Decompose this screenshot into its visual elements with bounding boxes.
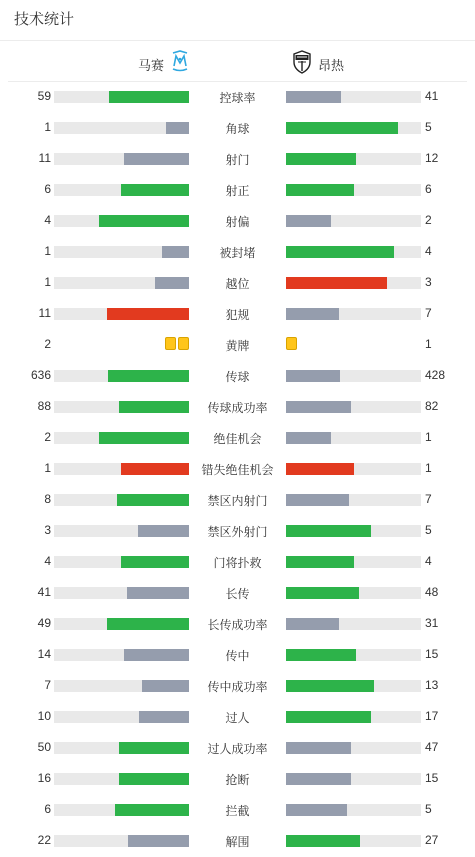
away-bar-fill bbox=[286, 680, 374, 692]
away-bar-fill bbox=[286, 804, 347, 816]
away-value: 13 bbox=[425, 678, 439, 692]
home-value: 16 bbox=[37, 771, 51, 785]
home-value: 7 bbox=[44, 678, 51, 692]
stats-list bbox=[0, 81, 475, 856]
away-bar-track bbox=[286, 277, 421, 289]
away-value: 428 bbox=[425, 368, 446, 382]
stat-row bbox=[0, 236, 475, 267]
away-bar-track bbox=[286, 556, 421, 568]
home-bar-fill bbox=[107, 618, 189, 630]
stat-label: 犯规 bbox=[225, 308, 250, 322]
home-value: 11 bbox=[38, 306, 51, 320]
stat-row bbox=[0, 422, 475, 453]
away-bar-track bbox=[286, 618, 421, 630]
away-team-name: 昂热 bbox=[318, 58, 345, 73]
home-value: 50 bbox=[37, 740, 51, 754]
home-value: 41 bbox=[37, 585, 51, 599]
away-value: 15 bbox=[425, 771, 439, 785]
away-bar-track bbox=[286, 680, 421, 692]
away-bar-fill bbox=[286, 742, 351, 754]
stat-label: 越位 bbox=[225, 277, 250, 291]
stat-label: 禁区内射门 bbox=[207, 494, 268, 508]
away-value: 15 bbox=[425, 647, 439, 661]
stat-row bbox=[0, 670, 475, 701]
home-bar-track bbox=[54, 742, 189, 754]
stat-row bbox=[0, 143, 475, 174]
stat-row bbox=[0, 329, 475, 360]
home-bar-track bbox=[54, 153, 189, 165]
page-title: 技术统计 bbox=[14, 11, 75, 28]
away-bar-track bbox=[286, 587, 421, 599]
stat-row bbox=[0, 453, 475, 484]
home-bar-track bbox=[54, 246, 189, 258]
home-bar-fill bbox=[115, 804, 189, 816]
stat-label: 错失绝佳机会 bbox=[201, 463, 274, 477]
stat-row bbox=[0, 267, 475, 298]
away-bar-track bbox=[286, 494, 421, 506]
home-value: 6 bbox=[44, 182, 51, 196]
home-value: 14 bbox=[37, 647, 51, 661]
home-bar-track bbox=[54, 556, 189, 568]
home-bar-track bbox=[54, 277, 189, 289]
stat-label: 过人成功率 bbox=[207, 742, 268, 756]
home-bar-fill bbox=[108, 370, 189, 382]
stat-label: 传中 bbox=[225, 649, 250, 663]
home-bar-track bbox=[54, 215, 189, 227]
away-bar-fill bbox=[286, 618, 339, 630]
away-value: 1 bbox=[425, 461, 432, 475]
away-bar-fill bbox=[286, 308, 339, 320]
home-bar-fill bbox=[121, 556, 189, 568]
home-value: 8 bbox=[44, 492, 51, 506]
away-bar-fill bbox=[286, 556, 354, 568]
away-team[interactable] bbox=[292, 50, 344, 79]
stat-row bbox=[0, 825, 475, 856]
away-bar-fill bbox=[286, 525, 371, 537]
home-bar-track bbox=[54, 525, 189, 537]
away-value: 17 bbox=[425, 709, 439, 723]
away-value: 5 bbox=[425, 120, 432, 134]
stat-label: 黄牌 bbox=[225, 339, 250, 353]
stat-row bbox=[0, 205, 475, 236]
away-bar-fill bbox=[286, 494, 349, 506]
home-bar-fill bbox=[99, 215, 189, 227]
home-value: 2 bbox=[44, 337, 51, 351]
stat-label: 抢断 bbox=[225, 773, 250, 787]
home-bar-fill bbox=[139, 711, 189, 723]
stat-label: 绝佳机会 bbox=[213, 432, 262, 446]
away-bar-fill bbox=[286, 835, 360, 847]
home-bar-track bbox=[54, 463, 189, 475]
away-value: 3 bbox=[425, 275, 432, 289]
stat-row bbox=[0, 360, 475, 391]
away-bar-fill bbox=[286, 215, 331, 227]
away-value: 4 bbox=[425, 554, 432, 568]
away-value: 31 bbox=[425, 616, 439, 630]
away-bar-track bbox=[286, 370, 421, 382]
away-bar-fill bbox=[286, 711, 371, 723]
home-value: 6 bbox=[44, 802, 51, 816]
stat-label: 射偏 bbox=[225, 215, 250, 229]
home-bar-track bbox=[54, 680, 189, 692]
away-bar-fill bbox=[286, 773, 351, 785]
stat-label: 射门 bbox=[225, 153, 250, 167]
stat-row bbox=[0, 298, 475, 329]
home-bar-track bbox=[54, 122, 189, 134]
stat-row bbox=[0, 577, 475, 608]
away-bar-fill bbox=[286, 401, 351, 413]
home-bar-track bbox=[54, 494, 189, 506]
away-bar-track bbox=[286, 711, 421, 723]
stat-row bbox=[0, 174, 475, 205]
home-bar-fill bbox=[99, 432, 189, 444]
stat-row bbox=[0, 81, 475, 112]
away-bar-track bbox=[286, 742, 421, 754]
home-bar-fill bbox=[124, 153, 189, 165]
away-bar-fill bbox=[286, 370, 340, 382]
home-bar-track bbox=[54, 401, 189, 413]
home-bar-fill bbox=[166, 122, 189, 134]
away-value: 47 bbox=[425, 740, 439, 754]
away-bar-track bbox=[286, 91, 421, 103]
away-bar-fill bbox=[286, 587, 359, 599]
stat-label: 过人 bbox=[225, 711, 250, 725]
home-value: 1 bbox=[44, 275, 51, 289]
stat-label: 长传成功率 bbox=[207, 618, 268, 632]
home-bar-track bbox=[54, 432, 189, 444]
away-value: 7 bbox=[425, 306, 432, 320]
title-divider bbox=[0, 40, 475, 41]
stat-row bbox=[0, 794, 475, 825]
away-yellow-cards bbox=[286, 337, 297, 351]
home-bar-track bbox=[54, 835, 189, 847]
home-bar-track bbox=[54, 587, 189, 599]
away-value: 12 bbox=[425, 151, 439, 165]
away-bar-fill bbox=[286, 184, 354, 196]
stat-row bbox=[0, 391, 475, 422]
away-bar-track bbox=[286, 308, 421, 320]
away-bar-track bbox=[286, 804, 421, 816]
stat-label: 传中成功率 bbox=[207, 680, 268, 694]
stat-label: 控球率 bbox=[219, 91, 256, 105]
stat-row bbox=[0, 546, 475, 577]
home-value: 59 bbox=[37, 89, 51, 103]
yellow-card-icon bbox=[178, 337, 189, 350]
home-bar-track bbox=[54, 773, 189, 785]
stat-label: 禁区外射门 bbox=[207, 525, 268, 539]
home-bar-fill bbox=[109, 91, 189, 103]
stat-label: 门将扑救 bbox=[213, 556, 262, 570]
home-bar-fill bbox=[128, 835, 189, 847]
home-bar-fill bbox=[119, 742, 189, 754]
away-value: 1 bbox=[425, 430, 432, 444]
home-bar-fill bbox=[107, 308, 189, 320]
away-value: 27 bbox=[425, 833, 439, 847]
stat-label: 被封堵 bbox=[219, 246, 256, 260]
away-bar-track bbox=[286, 773, 421, 785]
away-bar-track bbox=[286, 432, 421, 444]
away-bar-track bbox=[286, 649, 421, 661]
home-bar-track bbox=[54, 308, 189, 320]
away-bar-fill bbox=[286, 432, 331, 444]
yellow-card-icon bbox=[286, 337, 297, 350]
home-value: 49 bbox=[37, 616, 51, 630]
away-value: 7 bbox=[425, 492, 432, 506]
home-value: 4 bbox=[44, 554, 51, 568]
away-bar-fill bbox=[286, 649, 356, 661]
stat-label: 传球成功率 bbox=[207, 401, 268, 415]
stat-label: 传球 bbox=[225, 370, 250, 384]
stat-row bbox=[0, 763, 475, 794]
away-value: 2 bbox=[425, 213, 432, 227]
home-bar-fill bbox=[124, 649, 189, 661]
home-bar-fill bbox=[121, 463, 189, 475]
stat-row bbox=[0, 732, 475, 763]
marseille-crest-icon bbox=[170, 50, 190, 79]
home-bar-fill bbox=[119, 773, 189, 785]
away-bar-fill bbox=[286, 277, 387, 289]
away-bar-fill bbox=[286, 122, 398, 134]
away-bar-track bbox=[286, 122, 421, 134]
away-bar-fill bbox=[286, 91, 341, 103]
stat-row bbox=[0, 112, 475, 143]
away-value: 4 bbox=[425, 244, 432, 258]
away-value: 82 bbox=[425, 399, 439, 413]
away-bar-track bbox=[286, 401, 421, 413]
away-value: 5 bbox=[425, 523, 432, 537]
home-bar-fill bbox=[127, 587, 189, 599]
stat-row bbox=[0, 701, 475, 732]
stat-label: 射正 bbox=[225, 184, 250, 198]
away-bar-track bbox=[286, 246, 421, 258]
away-bar-fill bbox=[286, 463, 354, 475]
home-bar-track bbox=[54, 711, 189, 723]
home-bar-track bbox=[54, 618, 189, 630]
home-bar-fill bbox=[142, 680, 189, 692]
home-value: 10 bbox=[37, 709, 51, 723]
home-bar-track bbox=[54, 804, 189, 816]
home-bar-fill bbox=[155, 277, 189, 289]
home-value: 1 bbox=[44, 120, 51, 134]
home-value: 1 bbox=[44, 244, 51, 258]
home-bar-fill bbox=[121, 184, 189, 196]
home-team[interactable] bbox=[138, 50, 190, 79]
away-bar-track bbox=[286, 184, 421, 196]
away-value: 6 bbox=[425, 182, 432, 196]
stat-row bbox=[0, 484, 475, 515]
yellow-card-icon bbox=[165, 337, 176, 350]
away-value: 1 bbox=[425, 337, 432, 351]
home-value: 11 bbox=[38, 151, 51, 165]
home-bar-fill bbox=[117, 494, 189, 506]
home-bar-fill bbox=[162, 246, 189, 258]
stat-label: 拦截 bbox=[225, 804, 250, 818]
teams-header bbox=[0, 44, 475, 80]
home-value: 88 bbox=[37, 399, 51, 413]
away-bar-track bbox=[286, 215, 421, 227]
away-value: 41 bbox=[425, 89, 439, 103]
stat-row bbox=[0, 639, 475, 670]
home-bar-track bbox=[54, 649, 189, 661]
away-value: 48 bbox=[425, 585, 439, 599]
away-bar-track bbox=[286, 525, 421, 537]
angers-crest-icon bbox=[292, 50, 312, 79]
stat-label: 长传 bbox=[225, 587, 250, 601]
home-team-name: 马赛 bbox=[137, 58, 164, 73]
home-value: 1 bbox=[44, 461, 51, 475]
home-bar-track bbox=[54, 370, 189, 382]
home-value: 22 bbox=[37, 833, 51, 847]
away-bar-track bbox=[286, 835, 421, 847]
stat-label: 角球 bbox=[225, 122, 250, 136]
stat-label: 解围 bbox=[225, 835, 250, 849]
away-value: 5 bbox=[425, 802, 432, 816]
away-bar-fill bbox=[286, 153, 356, 165]
home-value: 3 bbox=[44, 523, 51, 537]
stat-row bbox=[0, 515, 475, 546]
home-bar-track bbox=[54, 184, 189, 196]
home-bar-fill bbox=[119, 401, 189, 413]
away-bar-fill bbox=[286, 246, 394, 258]
home-bar-track bbox=[54, 91, 189, 103]
home-value: 4 bbox=[44, 213, 51, 227]
away-bar-track bbox=[286, 153, 421, 165]
home-bar-fill bbox=[138, 525, 189, 537]
home-value: 636 bbox=[30, 368, 51, 382]
home-yellow-cards bbox=[165, 337, 189, 351]
home-value: 2 bbox=[44, 430, 51, 444]
stat-row bbox=[0, 608, 475, 639]
away-bar-track bbox=[286, 463, 421, 475]
